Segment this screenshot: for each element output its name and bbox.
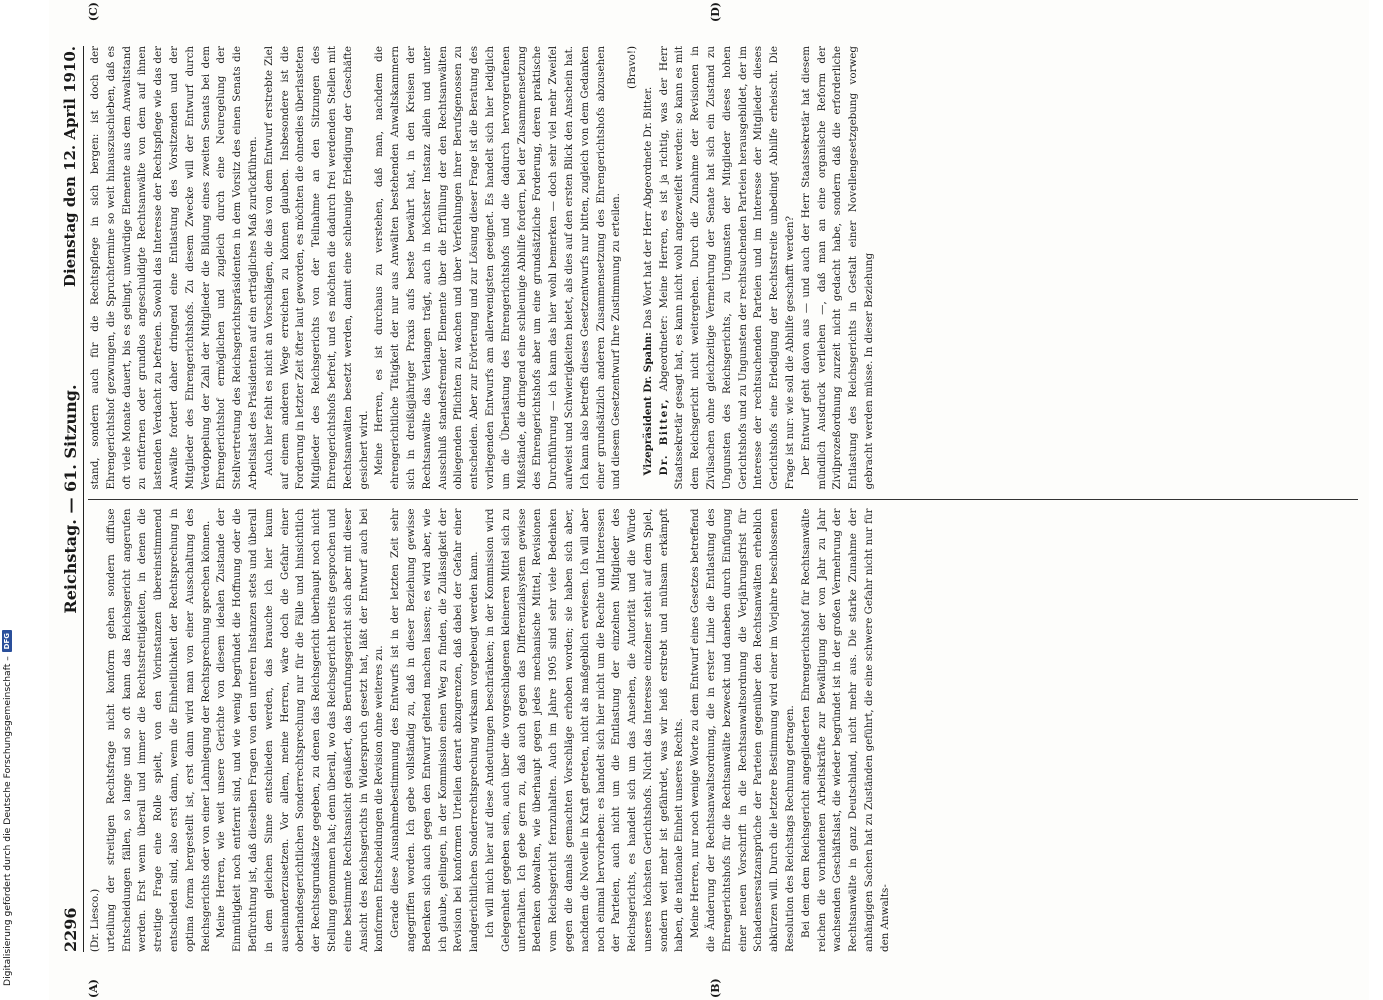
- left-column: [88, 501, 1358, 953]
- paragraph: Der Entwurf geht davon aus — und auch der Herr Staatssekretär hat diesem mündlich Ausdruck verliehen —, daß man an eine organische Reform der Zivilprozeßordnung zurzeit nicht gedacht habe, sondern daß die erforderliche Entlastung des Reichsgerichts in Gestalt einer Novellengesetzgebung vorweg gebracht werden müsse. In dieser Beziehung: [799, 46, 876, 490]
- speech-text: Meine Herren, es ist ja richtig, was der Herr Staatssekretär gesagt hat, es kann nicht wohl angezweifelt werden: so kann es mit dem Reichsgericht nicht weitergehen. Durch die Zunahme der Revisionen in Zivilsachen ohne gleichzeitige Vermehrung der Senate hat sich ein Zustand zu Ungunsten des Reichsgerichts, zu Ungunsten der Mitglieder dieses hohen Gerichtshofs und zu Ungunsten der rechtsuchenden Parteien herausgebildet, der im Interesse der rechtsuchenden Parteien und im Interesse der Mitglieder dieses Gerichtshofs eine Erledigung der Rechtsstreite unbedingt Abhilfe erheischt. Die Frage ist nur: wie soll die Abhilfe geschafft werden?: [657, 46, 797, 490]
- speaker-reference: (Dr. Liesco.): [89, 888, 101, 952]
- dfg-logo: DFG: [2, 630, 12, 652]
- margin-mark-a: (A): [87, 979, 100, 998]
- paragraph: urteilung der streitigen Rechtsfrage nicht konform gehen sondern diffuse Entscheidungen fällen, so lange und so oft kann das Reichsgericht angerufen werden. Erst wenn überall und immer die Rechtsstreitigkeiten, in denen die streitige Frage eine Rolle spielt, von den Vorinstanzen übereinstimmend entschieden sind, also erst dann, wenn die Einheitlichkeit der Rechtsprechung in optima forma hergestellt ist, erst dann wird man von einer Ausschaltung des Reichsgerichts oder von einer Lahmlegung der Rechtsprechung sprechen können.: [104, 508, 212, 952]
- speaker-name: Dr. Bitter,: [657, 397, 670, 476]
- right-column: [88, 46, 1358, 500]
- paragraph: Meine Herren, nur noch wenige Worte zu dem Entwurf eines Gesetzes betreffend die Änderung der Rechtsanwaltsordnung, die in erster Linie die Entlastung des Ehrengerichtshofs für die Rechtsanwälte bezweckt und daneben durch Einfügung einer neuen Vorschrift in die Rechtsanwaltsordnung die Verjährungsfrist für Schadensersatzansprüche der Parteien gegenüber den Rechtsanwälten erheblich abkürzen will. Durch die letztere Bestimmung wird einer im Vorjahre beschlossenen Resolution des Reichstags Rechnung getragen.: [689, 508, 797, 952]
- paragraph: Ich will mich hier auf diese Andeutungen beschränken; in der Kommission wird Gelegenheit gegeben sein, auch über die vorgeschlagenen kleineren Mittel sich zu unterhalten. Ich gebe gern zu, daß auch gegen das Differenzialsystem gewisse Bedenken obwalten, wie überhaupt gegen jedes mechanische Mittel, Revisionen vom Reichsgericht fernzuhalten. Auch im Jahre 1905 sind sehr viele Bedenken gegen die damals gemachten Vorschläge erhoben worden; sie haben sich aber, nachdem die Novelle in Kraft getreten, nicht als maßgeblich erwiesen. Ich will aber noch einmal hervorheben: es handelt sich hier nicht um die Rechte und Interessen der Parteien, auch nicht um die Entlastung der einzelnen Mitglieder des Reichsgerichts, es handelt sich um das Ansehen, die Autorität und die Würde unseres höchsten Gerichtshofs. Nicht das Interesse einzelner steht auf dem Spiel, sondern weit mehr ist gefährdet, was wir heiß erstrebt und mühsam erkämpft haben, die nationale Einheit unseres Rechts.: [483, 508, 686, 952]
- chair-paragraph: [641, 46, 657, 490]
- applause-note: (Bravo!): [626, 46, 639, 89]
- paragraph: Bei dem dem Reichsgericht angegliederten Ehrengerichtshof für Rechtsanwälte reichen die vorhandenen Arbeitskräfte zur Bewältigung der von Jahr zu Jahr wachsenden Geschäftslast, die wieder begründet ist in der großen Vermehrung der Rechtsanwälte in ganz Deutschland, nicht mehr aus. Die starke Zunahme der anhängigen Sachen hat zu Zuständen geführt, die eine schwere Gefahr nicht nur für den Anwalts-: [799, 508, 891, 952]
- margin-mark-c: (C): [87, 2, 100, 22]
- footer-text: Digitalisierung gefördert durch die Deutsche Forschungsgemeinschaft –: [1, 656, 13, 986]
- chair-text: Das Wort hat der Herr Abgeordnete Dr. Bitter.: [641, 86, 654, 329]
- page-title: Reichstag. — 61. Sitzung.: [60, 384, 80, 614]
- digitization-footer: [0, 0, 14, 1000]
- margin-mark-b: (B): [709, 978, 722, 998]
- page-number: 2296: [60, 907, 80, 952]
- paragraph: Auch hier fehlt es nicht an Vorschlägen, die das von dem Entwurf erstrebte Ziel auf einem anderen Wege erreichen zu können glauben. Insbesondere ist die Forderung in letzter Zeit öfter laut geworden, es möchten die ohnedies überlasteten Mitglieder des Reichsgerichts von der Teilnahme an den Sitzungen des Ehrengerichtshofs befreit, und es möchten die dadurch frei werdenden Stellen mit Rechtsanwälten besetzt werden, damit eine schleunige Erledigung der Geschäfte gesichert wird.: [262, 46, 370, 490]
- speaker-role: Abgeordneter:: [657, 315, 670, 392]
- paragraph: Gerade diese Ausnahmebestimmung des Entwurfs ist in der letzten Zeit sehr angegriffen worden. Ich gebe vollständig zu, daß in dieser Beziehung gewisse Bedenken sich auch gegen den Entwurf geltend machen lassen; es wird aber, wie ich glaube, gelingen, in der Kommission einen Weg zu finden, die Zulässigkeit der Revision bei konformen Urteilen derart abzugrenzen, daß dabei der Gefahr einer landgerichtlichen Sonderrechtsprechung wirksam vorgebeugt werden kann.: [389, 508, 481, 952]
- session-date: Dienstag den 12. April 1910.: [61, 46, 79, 288]
- speech-paragraph: [657, 46, 799, 490]
- document-page: [49, 0, 1369, 1000]
- margin-mark-d: (D): [709, 2, 722, 22]
- paragraph: Meine Herren, wie weit unsere Gerichte von diesem idealen Zustande der Einmütigkeit noch entfernt sind, und wie wenig begründet die Hoffnung oder die Befürchtung ist, daß dieselben Fragen von den unteren Instanzen stets und überall in dem gleichen Sinne entschieden werden, das brauche ich hier kaum auseinanderzusetzen. Vor allem, meine Herren, wäre doch die Gefahr einer oberlandesgerichtlichen Sonderrechtsprechung nur für die Fälle und hinsichtlich der Rechtsgrundsätze gegeben, zu denen das Reichsgericht überhaupt noch nicht Stellung genommen hat; denn überall, wo das Reichsgericht bereits gesprochen und eine bestimmte Rechtsansicht geäußert, das Berufungsgericht sich aber mit dieser Ansicht des Reichsgerichts in Widerspruch gesetzt hat, läßt der Entwurf auch bei konformen Entscheidungen die Revision ohne weiteres zu.: [215, 508, 386, 952]
- text-columns: [88, 46, 1358, 952]
- chair-speaker: Vizepräsident Dr. Spahn:: [641, 332, 654, 476]
- paragraph: Meine Herren, es ist durchaus zu verstehen, daß man, nachdem die ehrengerichtliche Tätigkeit der nur aus Anwälten bestehenden Anwaltskammern sich in dreißigjähriger Praxis aufs beste bewährt hat, in den Kreisen der Rechtsanwälte das Verlangen trägt, auch in höchster Instanz allein und unter Ausschluß standesfremder Elemente über die Erfüllung der den Rechtsanwälten obliegenden Pflichten zu wachen und über Verfehlungen ihrer Berufsgenossen zu entscheiden. Aber zur Erörterung und zur Lösung dieser Frage ist die Beratung des vorliegenden Entwurfs am allerwenigsten geeignet. Es handelt sich hier lediglich um die Überlastung des Ehrengerichtshofs und die dadurch hervorgerufenen Mißstände, die dringend eine schleunige Abhilfe fordern, bei der Zusammensetzung des Ehrengerichtshofs aber um eine grundsätzliche Forderung, deren praktische Durchführung — ich kann das hier wohl bemerken — doch sehr viel mehr Zweifel aufweist und Schwierigkeiten bietet, als dies auf den ersten Blick den Anschein hat. Ich kann also betreffs dieses Gesetzentwurfs nur bitten, zugleich von dem Gedanken einer grundsätzlich anderen Zusammensetzung des Ehrengerichtshofs abzusehen und diesem Gesetzentwurf Ihre Zustimmung zu erteilen.: [373, 46, 623, 490]
- page-header: [57, 46, 84, 952]
- paragraph: stand, sondern auch für die Rechtspflege in sich bergen: ist doch der Ehrengerichtshof gezwungen, die Spruchtermine so weit hinauszuschieben, daß es oft viele Monate dauert, bis es gelingt, unwürdige Elemente aus dem Anwaltstand zu entfernen oder grundlos angeschuldigte Rechtsanwälte von dem auf ihnen lastenden Verdacht zu befreien. Sowohl das Interesse der Rechtspflege wie das der Anwälte fordert daher dringend eine Entlastung des Vorsitzenden und der Mitglieder des Ehrengerichtshofs. Zu diesem Zwecke will der Entwurf durch Verdoppelung der Zahl der Mitglieder die Bildung eines zweiten Senats bei dem Ehrengerichtshof ermöglichen und zugleich durch eine Neuregelung der Stellvertretung des Reichsgerichtspräsidenten in dem Vorsitz des einen Senats die Arbeitslast des Präsidenten auf ein erträgliches Maß zurückführen.: [89, 46, 259, 490]
